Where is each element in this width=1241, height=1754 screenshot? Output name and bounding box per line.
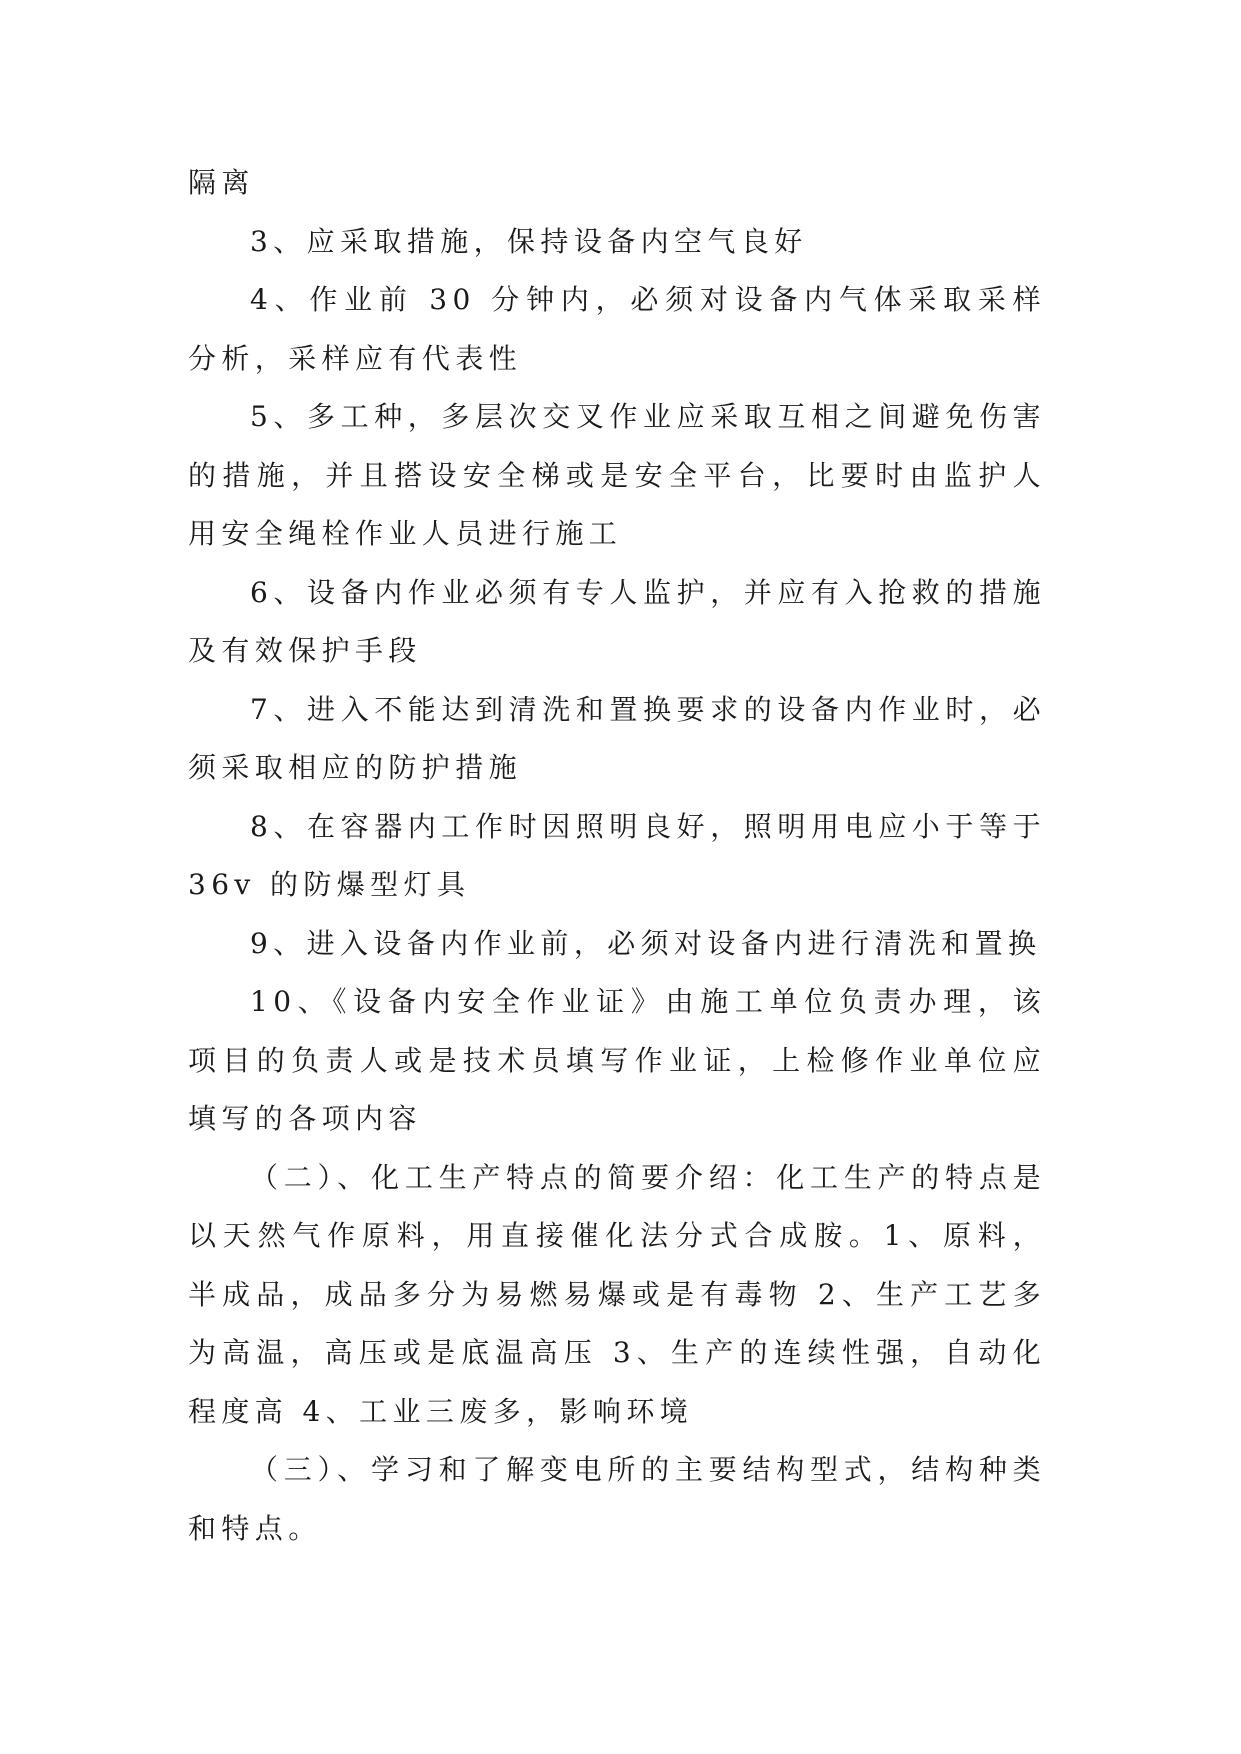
paragraph-item-7: 7、进入不能达到清洗和置换要求的设备内作业时，必须采取相应的防护措施 <box>188 692 1046 784</box>
paragraph-item-10: 10、《设备内安全作业证》由施工单位负责办理，该项目的负责人或是技术员填写作业证，上检修作业单位应填写的各项内容 <box>188 985 1046 1135</box>
section-3-paragraph: （三）、学习和了解变电所的主要结构型式，结构种类和特点。 <box>188 1453 1046 1545</box>
paragraph-item-3: 3、应采取措施，保持设备内空气良好 <box>250 224 808 258</box>
paragraph-item-4: 4、作业前 30 分钟内，必须对设备内气体采取采样分析，采样应有代表性 <box>188 283 1046 375</box>
paragraph-continuation: 隔离 <box>188 166 255 199</box>
document-body <box>188 154 1046 1558</box>
paragraph-item-8: 8、在容器内工作时因照明良好，照明用电应小于等于36v 的防爆型灯具 <box>188 809 1046 901</box>
paragraph-item-6: 6、设备内作业必须有专人监护，并应有入抢救的措施及有效保护手段 <box>188 575 1046 667</box>
section-2-paragraph: （二）、化工生产特点的简要介绍：化工生产的特点是以天然气作原料，用直接催化法分式合成胺。1、原料，半成品，成品多分为易燃易爆或是有毒物 2、生产工艺多为高温，高压或是底温高压 3、生产的连续性强，自动化程度高 4、工业三废多，影响环境 <box>188 1160 1046 1428</box>
paragraph-item-5: 5、多工种，多层次交叉作业应采取互相之间避免伤害的措施，并且搭设安全梯或是安全平台，比要时由监护人用安全绳栓作业人员进行施工 <box>188 400 1046 550</box>
paragraph-item-9: 9、进入设备内作业前，必须对设备内进行清洗和置换 <box>250 926 1042 960</box>
